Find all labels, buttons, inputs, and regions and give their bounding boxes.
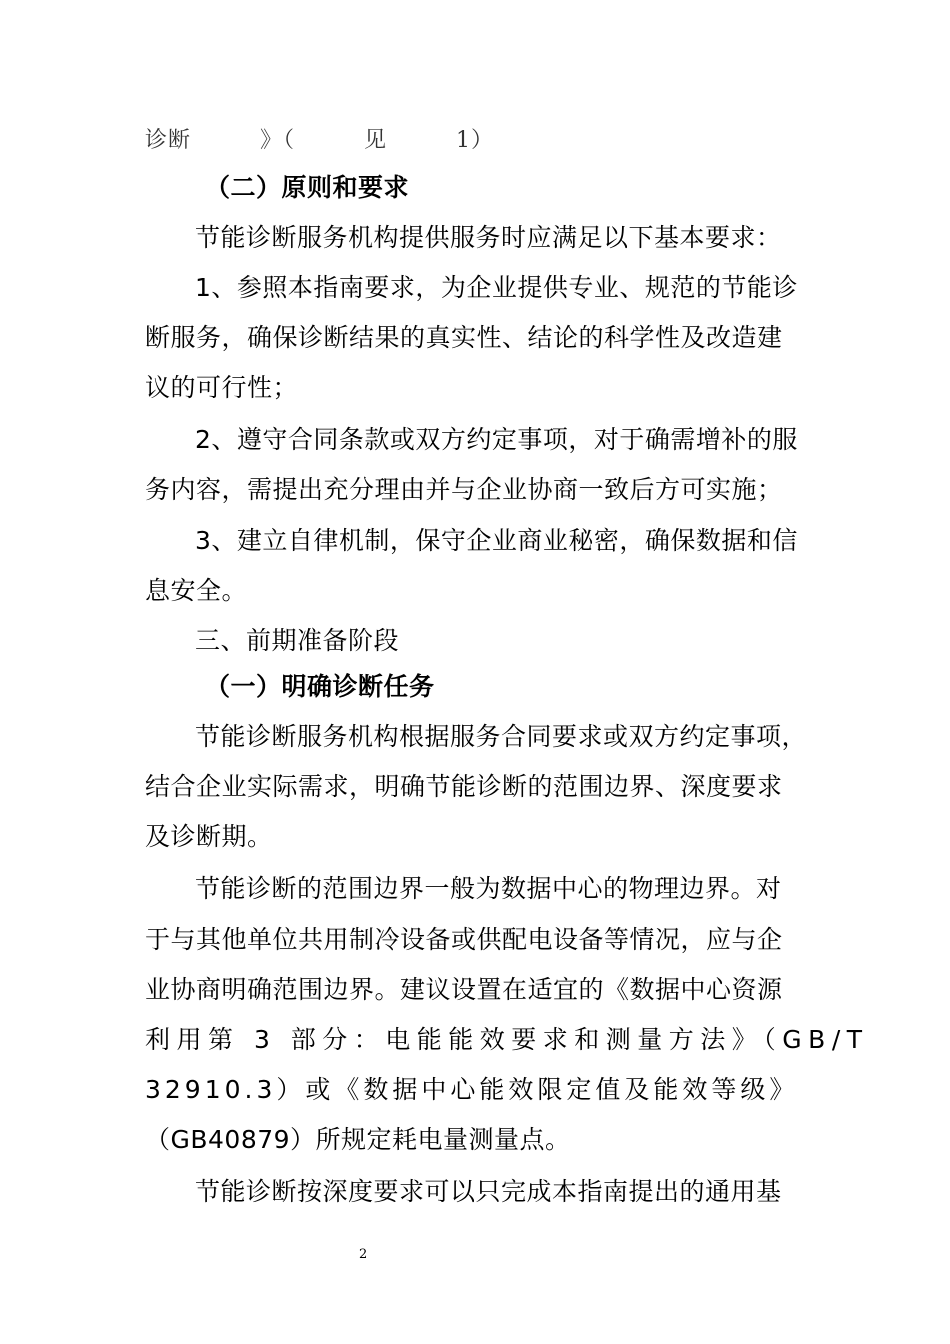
continued-text-line: 诊断 》（ 见 1） bbox=[145, 128, 494, 153]
page-number: 2 bbox=[359, 1247, 368, 1262]
paragraph-line: 节能诊断服务机构根据服务合同要求或双方约定事项， bbox=[195, 722, 808, 751]
list-item-3-line: 3、建立自律机制，保守企业商业秘密，确保数据和信 bbox=[195, 526, 798, 555]
paragraph-line: 32910.3）或《数据中心能效限定值及能效等级》 bbox=[145, 1075, 799, 1104]
paragraph-line: 业协商明确范围边界。建议设置在适宜的《数据中心资源 bbox=[145, 975, 783, 1004]
paragraph-line: 及诊断期。 bbox=[145, 822, 273, 851]
paragraph-line: 节能诊断的范围边界一般为数据中心的物理边界。对 bbox=[195, 874, 782, 903]
paragraph-line: 于与其他单位共用制冷设备或供配电设备等情况，应与企 bbox=[145, 925, 783, 954]
paragraph-line: 节能诊断服务机构提供服务时应满足以下基本要求： bbox=[195, 223, 782, 252]
section-heading-task: （一）明确诊断任务 bbox=[205, 672, 435, 701]
paragraph-line: （GB40879）所规定耗电量测量点。 bbox=[145, 1125, 571, 1154]
list-item-2-line: 务内容，需提出充分理由并与企业协商一致后方可实施； bbox=[145, 475, 783, 504]
list-item-1-line: 1、参照本指南要求，为企业提供专业、规范的节能诊 bbox=[195, 273, 798, 302]
paragraph-line: 节能诊断按深度要求可以只完成本指南提出的通用基 bbox=[195, 1177, 782, 1206]
chapter-heading: 三、前期准备阶段 bbox=[195, 626, 400, 655]
paragraph-line: 结合企业实际需求，明确节能诊断的范围边界、深度要求 bbox=[145, 772, 783, 801]
list-item-2-line: 2、遵守合同条款或双方约定事项，对于确需增补的服 bbox=[195, 425, 798, 454]
list-item-1-line: 议的可行性； bbox=[145, 373, 299, 402]
list-item-3-line: 息安全。 bbox=[145, 576, 248, 605]
list-item-1-line: 断服务，确保诊断结果的真实性、结论的科学性及改造建 bbox=[145, 323, 783, 352]
paragraph-line: 利用第 3 部分：电能能效要求和测量方法》（GB/T bbox=[145, 1025, 869, 1054]
section-heading-principles: （二）原则和要求 bbox=[205, 173, 410, 202]
